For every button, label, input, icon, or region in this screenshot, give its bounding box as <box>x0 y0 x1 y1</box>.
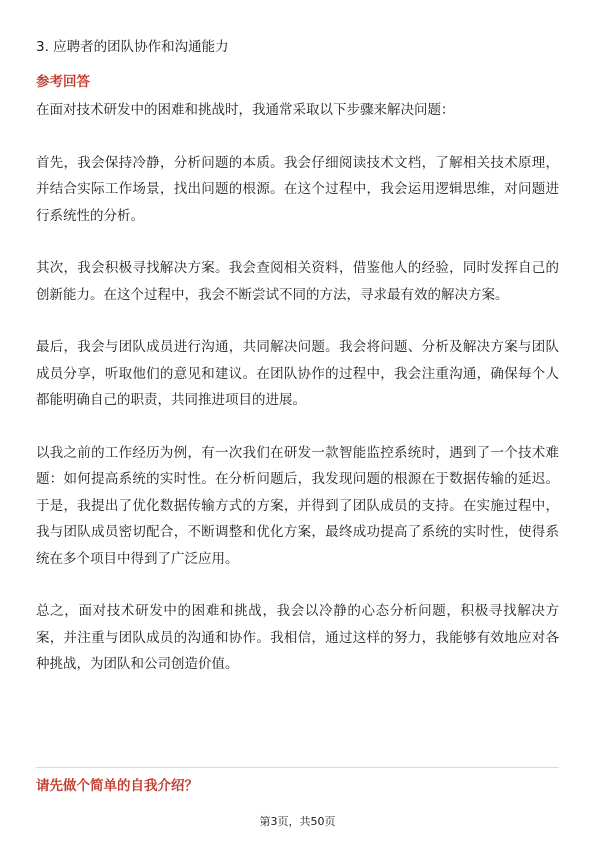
answer-label: 参考回答 <box>36 74 90 90</box>
answer-body <box>36 97 559 678</box>
page-number-footer: 第3页，共50页 <box>259 815 336 828</box>
answer-paragraph-last: 最后，我会与团队成员进行沟通，共同解决问题。我会将问题、分析及解决方案与团队成员分享，听取他们的意见和建议。在团队协作的过程中，我会注重沟通，确保每个人都能明确自己的职责，共同推进项目的进展。 <box>36 339 559 408</box>
answer-paragraph-intro: 在面对技术研发中的困难和挑战时，我通常采取以下步骤来解决问题： <box>36 102 455 118</box>
answer-paragraph-first: 首先，我会保持冷静，分析问题的本质。我会仔细阅读技术文档，了解相关技术原理，并结合实际工作场景，找出问题的根源。在这个过程中，我会运用逻辑思维，对问题进行系统性的分析。 <box>36 154 559 224</box>
section-title: 3. 应聘者的团队协作和沟通能力 <box>36 39 229 55</box>
section-divider <box>36 767 559 768</box>
answer-paragraph-second: 其次，我会积极寻找解决方案。我会查阅相关资料，借鉴他人的经验，同时发挥自己的创新能力。在这个过程中，我会不断尝试不同的方法，寻求最有效的解决方案。 <box>36 260 559 303</box>
answer-paragraph-summary: 总之，面对技术研发中的困难和挑战，我会以冷静的心态分析问题，积极寻找解决方案，并注重与团队成员的沟通和协作。我相信，通过这样的努力，我能够有效地应对各种挑战，为团队和公司创造价值。 <box>36 603 559 672</box>
next-question-heading: 请先做个简单的自我介绍？ <box>36 778 198 794</box>
answer-paragraph-example: 以我之前的工作经历为例，有一次我们在研发一款智能监控系统时，遇到了一个技术难题：如何提高系统的实时性。在分析问题后，我发现问题的根源在于数据传输的延迟。于是，我提出了优化数据传输方式的方案，并得到了团队成员的支持。在实施过程中，我与团队成员密切配合，不断调整和优化方案，最终成功提高了系统的实时性，使得系统在多个项目中得到了广泛应用。 <box>36 444 559 567</box>
